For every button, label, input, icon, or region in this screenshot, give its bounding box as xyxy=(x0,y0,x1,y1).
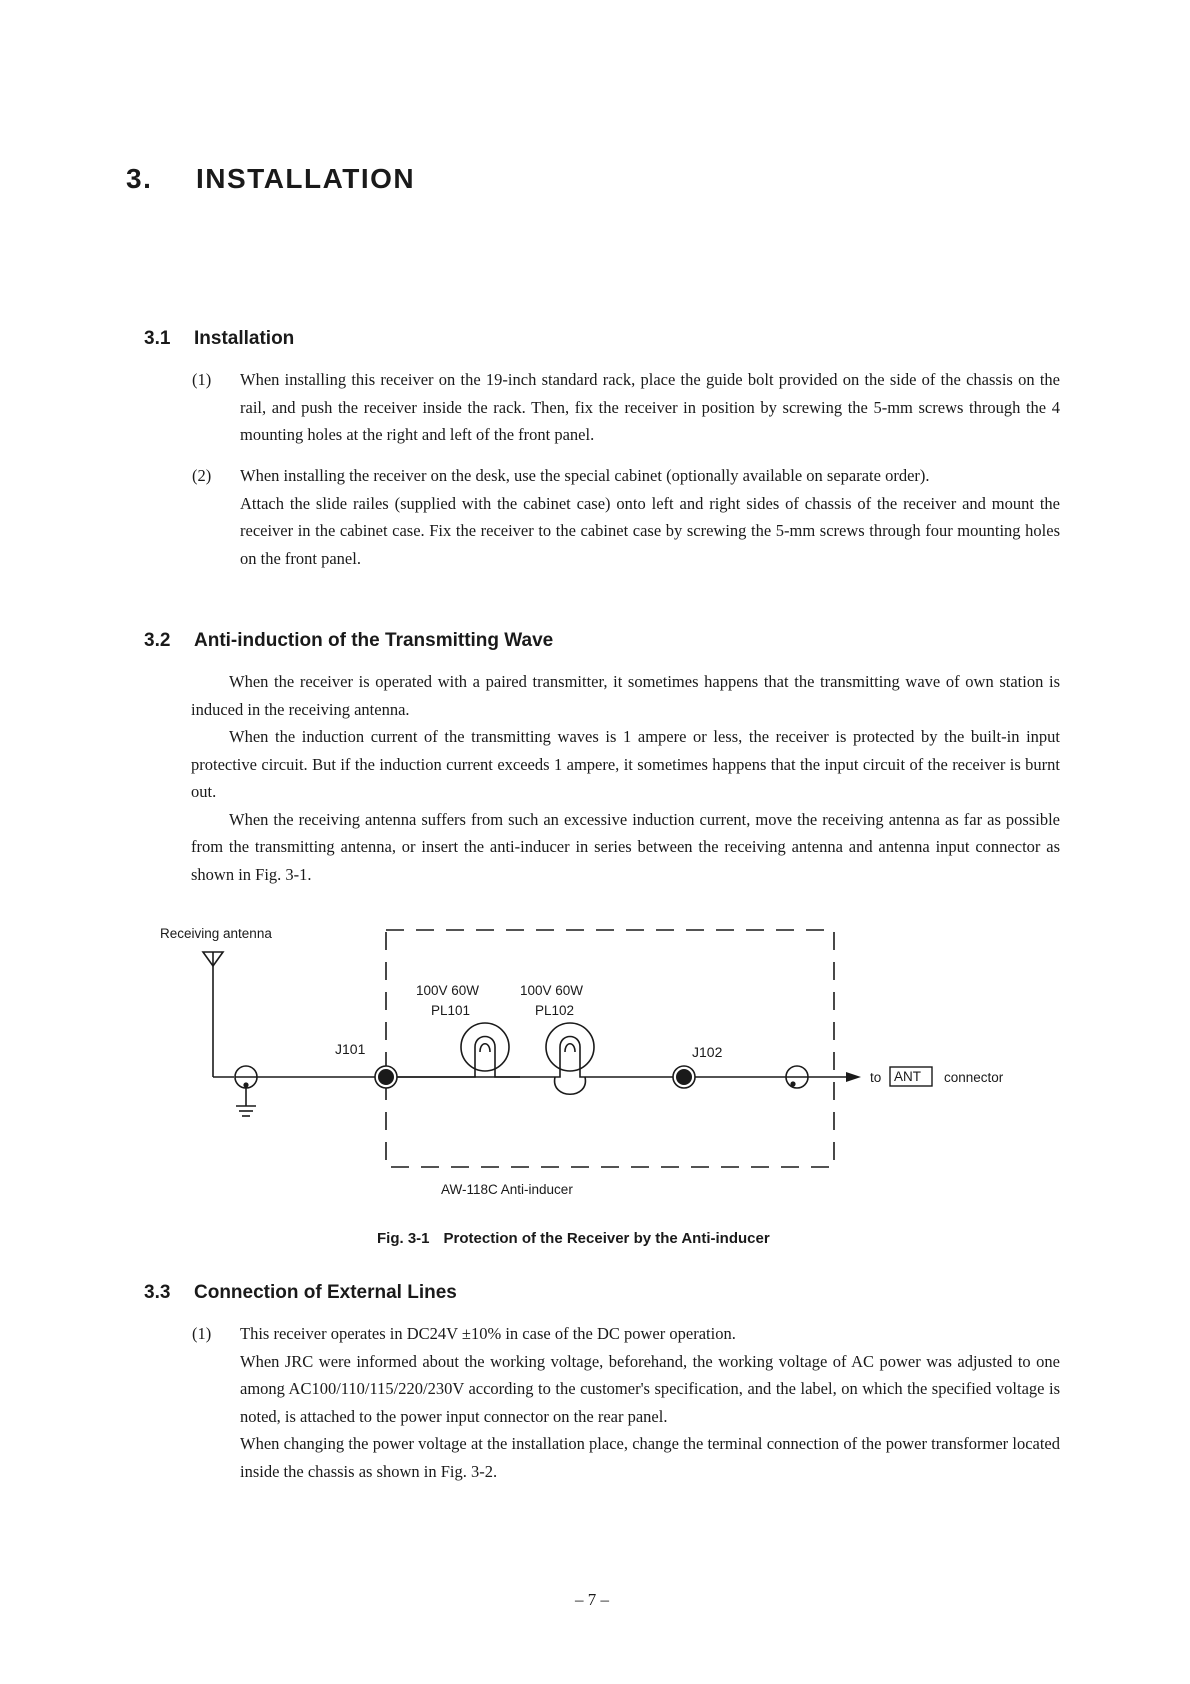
j102-jack-icon xyxy=(673,1066,695,1088)
section-number: 3.3 xyxy=(144,1282,171,1303)
chapter-title-text: INSTALLATION xyxy=(196,163,416,194)
section-heading-3-2 xyxy=(144,630,553,652)
section-heading-3-1 xyxy=(144,328,294,350)
to-label: to xyxy=(870,1070,882,1085)
arrow-icon xyxy=(846,1072,861,1082)
j102-label: J102 xyxy=(692,1044,723,1060)
section-body xyxy=(191,668,1060,888)
anti-inducer-enclosure xyxy=(386,930,834,1167)
receiving-antenna-label: Receiving antenna xyxy=(160,926,272,941)
lamp1-rating: 100V 60W xyxy=(416,983,480,998)
paragraph: When the receiving antenna suffers from such an excessive induction current, move the receiving antenna as far as possible from the transmitting antenna, or insert the anti-inducer in series between the receiving antenna and antenna input connector as shown in Fig. 3-1. xyxy=(191,809,1060,884)
list-marker: (1) xyxy=(192,1324,212,1343)
j101-label: J101 xyxy=(335,1041,366,1057)
list-marker: (2) xyxy=(192,466,212,485)
lamp-pl101-icon xyxy=(461,1023,509,1071)
lamp1-ref: PL101 xyxy=(431,1003,471,1018)
chapter-title xyxy=(126,163,415,195)
section-title: Connection of External Lines xyxy=(194,1282,457,1303)
figure-3-1-diagram xyxy=(150,920,1030,1210)
antenna-icon xyxy=(203,952,223,1077)
section-title: Installation xyxy=(194,328,295,349)
output-coax-connector-icon xyxy=(786,1066,808,1088)
ground-icon xyxy=(236,1106,256,1116)
chapter-number: 3. xyxy=(126,163,153,194)
paragraph: When JRC were informed about the working voltage, beforehand, the working voltage of AC power was adjusted to one among AC100/110/115/220/230V according to the customer's specification, and the label, on which the specified voltage is noted, is attached to the power input connector on the rear panel. xyxy=(240,1351,1060,1426)
section-heading-3-3 xyxy=(144,1282,457,1304)
paragraph: When installing this receiver on the 19-inch standard rack, place the guide bolt provided on the side of the chassis on the rail, and push the receiver inside the rack. Then, fix the receiver in position by screwing the 5-mm screws through the 4 mounting holes at the right and left of the front panel. xyxy=(240,370,1060,444)
paragraph: When changing the power voltage at the installation place, change the terminal connection of the power transformer located inside the chassis as shown in Fig. 3-2. xyxy=(240,1434,1060,1481)
lamp2-rating: 100V 60W xyxy=(520,983,584,998)
anti-inducer-label: AW-118C Anti-inducer xyxy=(441,1182,573,1197)
section-number: 3.2 xyxy=(144,630,171,651)
list-marker: (1) xyxy=(192,370,212,389)
lamp-pl102-icon xyxy=(546,1023,594,1071)
paragraph: This receiver operates in DC24V ±10% in case of the DC power operation. xyxy=(240,1324,736,1343)
j101-jack-icon xyxy=(375,1066,397,1088)
page-number: – 7 – xyxy=(575,1590,609,1609)
paragraph: When the receiver is operated with a paired transmitter, it sometimes happens that the transmitting wave of own station is induced in the receiving antenna. xyxy=(191,672,1060,719)
figure-title: Protection of the Receiver by the Anti-inducer xyxy=(443,1230,770,1247)
section-title: Anti-induction of the Transmitting Wave xyxy=(194,630,554,651)
section-number: 3.1 xyxy=(144,328,171,349)
paragraph: When installing the receiver on the desk, use the special cabinet (optionally available on separate order). xyxy=(240,466,930,485)
paragraph: When the induction current of the transmitting waves is 1 ampere or less, the receiver is protected by the built-in input protective circuit. But if the induction current exceeds 1 ampere, it sometimes happens that the input circuit of the receiver is burnt out. xyxy=(191,727,1060,801)
ant-label: ANT xyxy=(894,1069,921,1084)
connector-label: connector xyxy=(944,1070,1004,1085)
figure-number: Fig. 3-1 xyxy=(377,1230,430,1247)
figure-caption xyxy=(377,1230,770,1247)
paragraph: Attach the slide railes (supplied with the cabinet case) onto left and right sides of chassis of the receiver and mount the receiver in the cabinet case. Fix the receiver to the cabinet case by screwing the 5-mm screws through four mounting holes on the front panel. xyxy=(240,493,1060,568)
lamp2-ref: PL102 xyxy=(535,1003,575,1018)
